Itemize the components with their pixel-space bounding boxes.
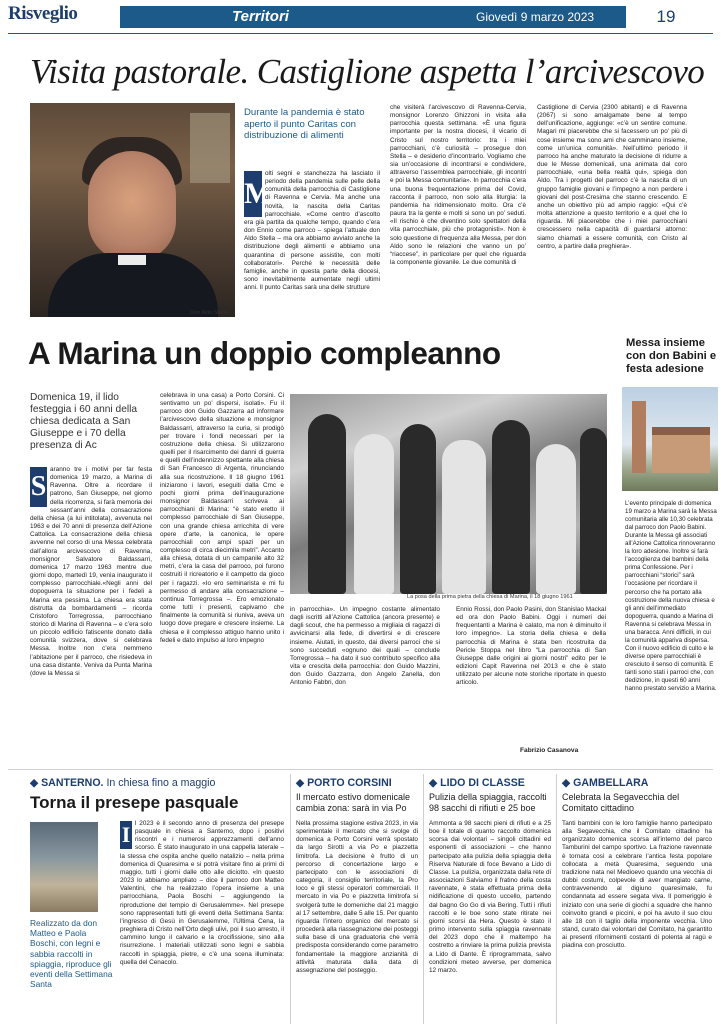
lido-tag: [429, 777, 525, 789]
lido-subtitle: Pulizia della spiaggia, raccolti 98 sacchi di rifiuti e 25 boe: [429, 792, 547, 813]
santerno-presepe-photo: [30, 822, 98, 912]
section-name: Territori: [232, 8, 289, 25]
santerno-text: [120, 820, 284, 1020]
column-separator: [556, 774, 557, 1024]
article2-column-3: [290, 606, 440, 762]
article1-col2-text: che visiterà l’arcivescovo di Ravenna-Cervia, monsignor Lorenzo Ghizzoni in visita alla parrocchia questa settimana. «È una figura importante per la nostra diocesi, il vicario di Cristo sul nostro territorio: tra i miei parrocchiani, c’è curiosità – prosegue don Stella – e desiderio d’incontrarlo. Vogliamo che sia un’occasione di incontrarsi e condividere, attraverso l’assemblea parrocchiale, gli incontri e poi la Messa comunitaria». In parrocchia c’era una buona frequentazione prima del Covid, racconta il parroco, non solo alla liturgia: la pandemia ha ridimensionato molto. Ora c’è paura tra la gente e molti si sono un po’ seduti. «Il rischio è che diventino solo spettatori della vita parrocchiale, più che protagonisti». Non è solo questione di frequenza alla Messa, per don Aldo sono le relazioni che vanno un po’ “riaccese”, in particolare per quel che riguarda la componente giovanile. Le due comunità di: [390, 104, 526, 266]
diamond-icon: ◆: [296, 777, 305, 789]
article1-title: Visita pastorale. Castiglione aspetta l’arcivescovo: [30, 52, 705, 91]
gambellara-text: Tanti bambini con le loro famiglie hanno partecipato alla Segavecchia, che il Comitato cittadino ha organizzato domenica scorsa all’interno del parco Tamburini del campo sportivo. La frazione ravennate è tornata così a celebrare l’antica festa popolare collocata a metà Quaresima, seguendo una tradizione nata nel Medioevo quando una vecchia di dubbi costumi, colpevole di aver mangiato carne, contravvenendo al digiuno quaresimale, fu condannata ad essere segata viva. Il pomeriggio è iniziato con una serie di giochi a squadre che hanno coinvolto grandi e piccini, e poi ha avuto il suo clou alle 18 con il taglio della imponente vecchia. Uno stand, curato dai volontari del Comitato, ha garantito ai presenti rifornimenti costanti di polenta al ragù e piadina con prosciutto.: [562, 820, 712, 950]
article1-column-1: [244, 170, 380, 338]
article2-column-4: [456, 606, 606, 746]
porto-subtitle: Il mercato estivo domenicale cambia zona: sarà in via Po: [296, 792, 411, 813]
sidebar-text: L’evento principale di domenica 19 marzo a Marina sarà la Messa comunitaria alle 10,30 celebrata dal parroco don Paolo Babini. Durante la Messa gli associati all’Azione Cattolica rinnoveranno la loro adesione. Inoltre si farà l’accoglienza dei bambini della prima Confessione. Per i parrocchiani “storici” sarà l’occasione per ricordare il percorso che ha portato alla costruzione della nuova chiesa e gli anni dell’immediato dopoguerra, quando a Marina di Ravenna si celebrava Messa in una baracca. Anni difficili, in cui la comunità appariva dispersa. Con il nuovo edificio di culto e le diverse opere parrocchiali è cresciuto il senso di comunità. E tanti sono stati i parroci che, con dedizione, in questi 60 anni hanno prestato servizio a Marina.: [625, 500, 717, 693]
article2-photo-caption: La posa della prima pietra della chiesa di Marina, il 18 giugno 1961: [407, 594, 573, 600]
article2-column-1: [30, 466, 152, 762]
article1-col3-text: Castiglione di Cervia (2300 abitanti) e di Ravenna (2067) si sono amalgamate bene al tempo dell’unificazione, aggiunge: «c’è un sentire comune. Magari mi piacerebbe che si facessero un po’ più di cose insieme ma sono ami che camminano insieme, come un’unica comunità». Nell’ultimo periodo il parroco ha anche maturato la decisione di ridurre a due le Messe domenicali, una animata dal coro parrocchiale, «una bella realtà qui», spiega don Aldo. Tra i progetti del parroco c’è la nascita di un gruppo famiglie giovani e l’impegno a non perdere i giovani del post-Cresima che stanno crescendo. E anche un obiettivo più ad ampio raggio: «Qui c’è molta attenzione a questo territorio e a quel che lo riguarda. Mi piacerebbe che i miei parrocchiani crescessero nella capacità di guardarsi attorno: siamo chiamati a essere comunità, con Cristo al centro, a partire dalla preghiera».: [537, 104, 687, 250]
gambellara-tag-text: GAMBELLARA: [573, 777, 649, 789]
article1-column-3: [537, 104, 687, 338]
article1-col1-text: olti segni e stanchezza ha lasciato il periodo della pandemia sulle pelle della comunità della parrocchia di Castiglione di Ravenna e Cervia. Ma anche una novità, la nascita della Caritas parrocchiale. «Come centro d’ascolto era già partita da qualche tempo, quando c’era don Ennio come parroco – spiega l’attuale don Aldo Stella – ma ora abbiamo avviato anche la distribuzione degli alimenti e abbiamo una quarantina di persone assistite, con molti collaboratori». Perché le necessità delle famiglie, anche in questa parte della diocesi, sono inevitabilmente aumentate negli ultimi anni. Il punto Caritas sarà una delle strutture: [244, 170, 380, 292]
issue-date: Giovedì 9 marzo 2023: [476, 10, 595, 24]
article2-title: A Marina un doppio compleanno: [28, 335, 501, 371]
article2-col1-text: aranno tre i motivi per far festa domenica 19 marzo, a Marina di Ravenna. Oltre a ricordare il patrono, San Giuseppe, nel giorno della ricorrenza, si farà memoria dei sessant’anni della consacrazione della chiesa (a lui intitolata), avvenuta nel 1963 e dei 70 anni di presenza dell’Azione Cattolica. La consacrazione della chiesa avvenne nel corso di una Messa celebrata dall’allora arcivescovo di Ravenna, monsignor Salvatore Baldassarri, domenica 17 marzo 1963 mentre due giorni dopo, martedì 19, venìa inaugurato il complesso parrocchiale.«Negli anni del dopoguerra la situazione per i fedeli a Marina era pessima. La chiesa era stata distrutta da bombardamenti – ricorda Cristoforo Torregrossa, parrocchiano storico di Marina di Ravenna – e c’era solo un piccolo edificio fatiscente donato dalla comunità svizzera, dove si celebrava Messa. Inoltre non c’era nemmeno l’abitazione per il parroco, che risiedeva in una casa distante. Veniva da Punta Marina (dove la Messa si: [30, 466, 152, 677]
page-number: 19: [656, 7, 676, 26]
gambellara-tag: [562, 777, 648, 789]
santerno-title: Torna il presepe pasquale: [30, 793, 239, 812]
santerno-tag-bold: SANTERNO.: [41, 777, 104, 789]
santerno-tag: [30, 777, 215, 789]
article2-col2-text: celebrava in una casa) a Porto Corsini. Ci sentivamo un po’ dispersi, isolati». Fu il parroco don Guido Gazzarra ad informare l’arcivescovo della situazione e monsignor Baldassarri, attraverso la curia, si prodigò per trovare i fondi necessari per la costruzione della chiesa. Si utilizzarono quelli per il risarcimento dei danni di guerra e quelli dell’indennizzo spettante alla chiesa di San Francesco di Argenta, rinunciando alla sua ricostruzione. Il 18 giugno 1961 iniziarono i lavori, eseguiti dalla Cmc e pochi giorni prima dell’inaugurazione monsignor Baldassarri scriveva ai parrocchiani di Marina: “è stato eretto il complesso parrocchiale di San Giuseppe, con una grande chiesa arricchita di vere opere d’arte, la canonica, le opere parrocchiali con ampi spazi per un complesso di circa diecimila metri”. Accanto alla chiesa, dotata di un campanile alto 32 metri, c’era la casa del parroco, poi furono costruiti il ricreatorio e il campetto da gioco per i ragazzi. «Io ero seminarista e mi fu permesso di andare alla consacrazione – continua Torregrossa –. Ero emozionato come tutti i presenti, capivamo che finalmente la comunità si riuniva, aveva un luogo dove pregare e crescere insieme. La chiesa e il complesso attiguo hanno unito i fedeli e dato impulso al loro impegno: [160, 392, 284, 644]
sidebar-church-photo: [622, 387, 718, 491]
lido-tag-text: LIDO DI CLASSE: [440, 777, 525, 789]
porto-text: Nella prossima stagione estiva 2023, in via sperimentale il mercato che si svolge di domenica a Porto Corsini verrà spostato da largo Sirotti a via Po e piazzetta limitrofa. La decisione è frutto di un percorso di concertazione largo e partecipato con le associazioni di categoria, il consiglio territoriale, la Pro loco e gli stessi operatori commerciali. Il mercato in via Po e piazzetta limitrofa si svolgerà tutte le domeniche dal 21 maggio al 17 settembre, dalle 5 alle 15. Per quanto riguarda l’intero organico del mercato si procederà alla riassegnazione dei posteggi sulla base di una graduatoria che verrà predisposta considerando come parametro fondamentale la maggiore anzianità di attività maturata dalla data di assegnazione del posteggio.: [296, 820, 418, 974]
masthead-logo: Risveglio: [8, 3, 78, 24]
article1-dropcap: M: [244, 171, 262, 217]
article2-col3-text: in parrocchia». Un impegno costante alimentato dagli iscritti all’Azione Cattolica (ancora presente) e dagli scout, che ha permesso a migliaia di ragazzi di avvicinarsi alla fede, di divertirsi e di crescere insieme. Aiutati, in questo, dai diversi parroci che si sono succeduti «ognuno dei quali – conclude Torregrossa – ha dato il suo contributo specifico alla vita e crescita della parrocchia: don Guido Mazzini, don Guido Gazzarra, don Angelo Zanella, don Antonio Fabbri, don: [290, 606, 440, 687]
article2-signature: Fabrizio Casanova: [520, 747, 579, 754]
santerno-tag-rest: In chiesa fino a maggio: [106, 777, 216, 789]
article2-column-2: [160, 392, 284, 762]
santerno-dropcap: I: [121, 822, 131, 847]
article1-photo-credit: Don Aldo Stella: [190, 310, 228, 316]
column-separator: [290, 774, 291, 1024]
column-separator: [423, 774, 424, 1024]
article1-column-2: [390, 104, 526, 338]
article1-lead: Durante la pandemia è stato aperto il punto Caritas con distribuzione di alimenti: [244, 107, 365, 141]
diamond-icon: ◆: [429, 777, 438, 789]
article2-dropcap: S: [30, 467, 47, 507]
diamond-icon: ◆: [30, 777, 39, 789]
article2-lead: Domenica 19, il lido festeggia i 60 anni della chiesa dedicata a San Giuseppe e i 70 della presenza di Ac: [30, 392, 138, 452]
porto-tag-text: PORTO CORSINI: [307, 777, 392, 789]
header-rule: [8, 33, 713, 34]
santerno-text-body: l 2023 è il secondo anno di presenza del presepe pasquale in chiesa a Santerno, dopo i positivi riscontri e i numerosi apprezzamenti dell’anno scorso. È stato inaugurato in una cappella laterale – la stessa che ospita anche quello natalizio – nella prima domenica di Quaresima e si potrà visitare fino ai primi di maggio, tutti i giorni dalle otto alle diciotto. «In questo 2023 lo abbiamo ampliato – dice il parroco don Matteo Valentini, che ha realizzato l’opera insieme a una parrocchiana, Paola Boschi – aggiungendo la riproduzione del tempio di Gerusalemme». Nel presepe sono rappresentati tutti gli eventi della Settimana Santa: l’ingresso di Gesù in Gerusalemme, l’Ultima Cena, la preghiera di Cristo nell’Orto degli ulivi, poi il suo arresto, il cammino lungo il calvario e la crocifissione, sino alla risurrezione. I materiali utilizzati sono legni e sabbia raccolti in spiaggia, pietre, e c’è una scena illuminata: quella del Cenacolo.: [120, 820, 284, 966]
lido-text: Ammonta a 98 sacchi pieni di rifiuti e a 25 boe il totale di quanto raccolto domenica scorsa dai volontari – singoli cittadini ed esponenti di associazioni – che hanno partecipato alla pulizia della spiaggia della Riserva Naturale di foce Bevano a Lido di Classe. La pulizia, organizzata dalla rete di associazioni Salviamo il fratino della costa ravennate, è stata effettuata prima della nidificazione di questo uccello, partendo dal bagno Go Go di via Bering. Tutti i rifiuti raccolti e le boe sono state ritirate nei giorni scorsi da Hera. Questo è stato il primo intervento sulla spiaggia ravennate del 2023 dopo che il maltempo ha costretto a rinviare la prima pulizia prevista a Lido di Dante. È riprogrammata, salvo condizioni meteo avverse, per domenica 12 marzo.: [429, 820, 551, 974]
sidebar-title: Messa insieme con don Babini e festa adesione: [626, 337, 717, 375]
santerno-photo-caption: Realizzato da don Matteo e Paola Boschi, con legni e sabbia raccolti in spiaggia, riproduce gli eventi della Settimana Santa: [30, 918, 113, 990]
bottom-band-rule: [8, 769, 713, 770]
porto-tag: [296, 777, 392, 789]
article2-photo: [290, 394, 607, 594]
gambellara-subtitle: Celebrata la Segavecchia del Comitato cittadino: [562, 792, 680, 813]
diamond-icon: ◆: [562, 777, 571, 789]
article2-col4-text: Ennio Rossi, don Paolo Pasini, don Stanislao Mackal ed ora don Paolo Babini. Oggi i numeri dei frequentanti a Marina è calato, ma non è diminuito il loro impegno». La storia della chiesa e della parrocchia di Marina è stata ben ricostruita da Pericle Stoppa nel libro “La parrocchia di San Giuseppe dalle origini ai giorni nostri” edito per le edizioni Capit Ravenna nel 2013 e che è stato utilizzato per alcune note storiche riportate in questo articolo.: [456, 606, 606, 687]
article1-photo: [30, 103, 235, 317]
